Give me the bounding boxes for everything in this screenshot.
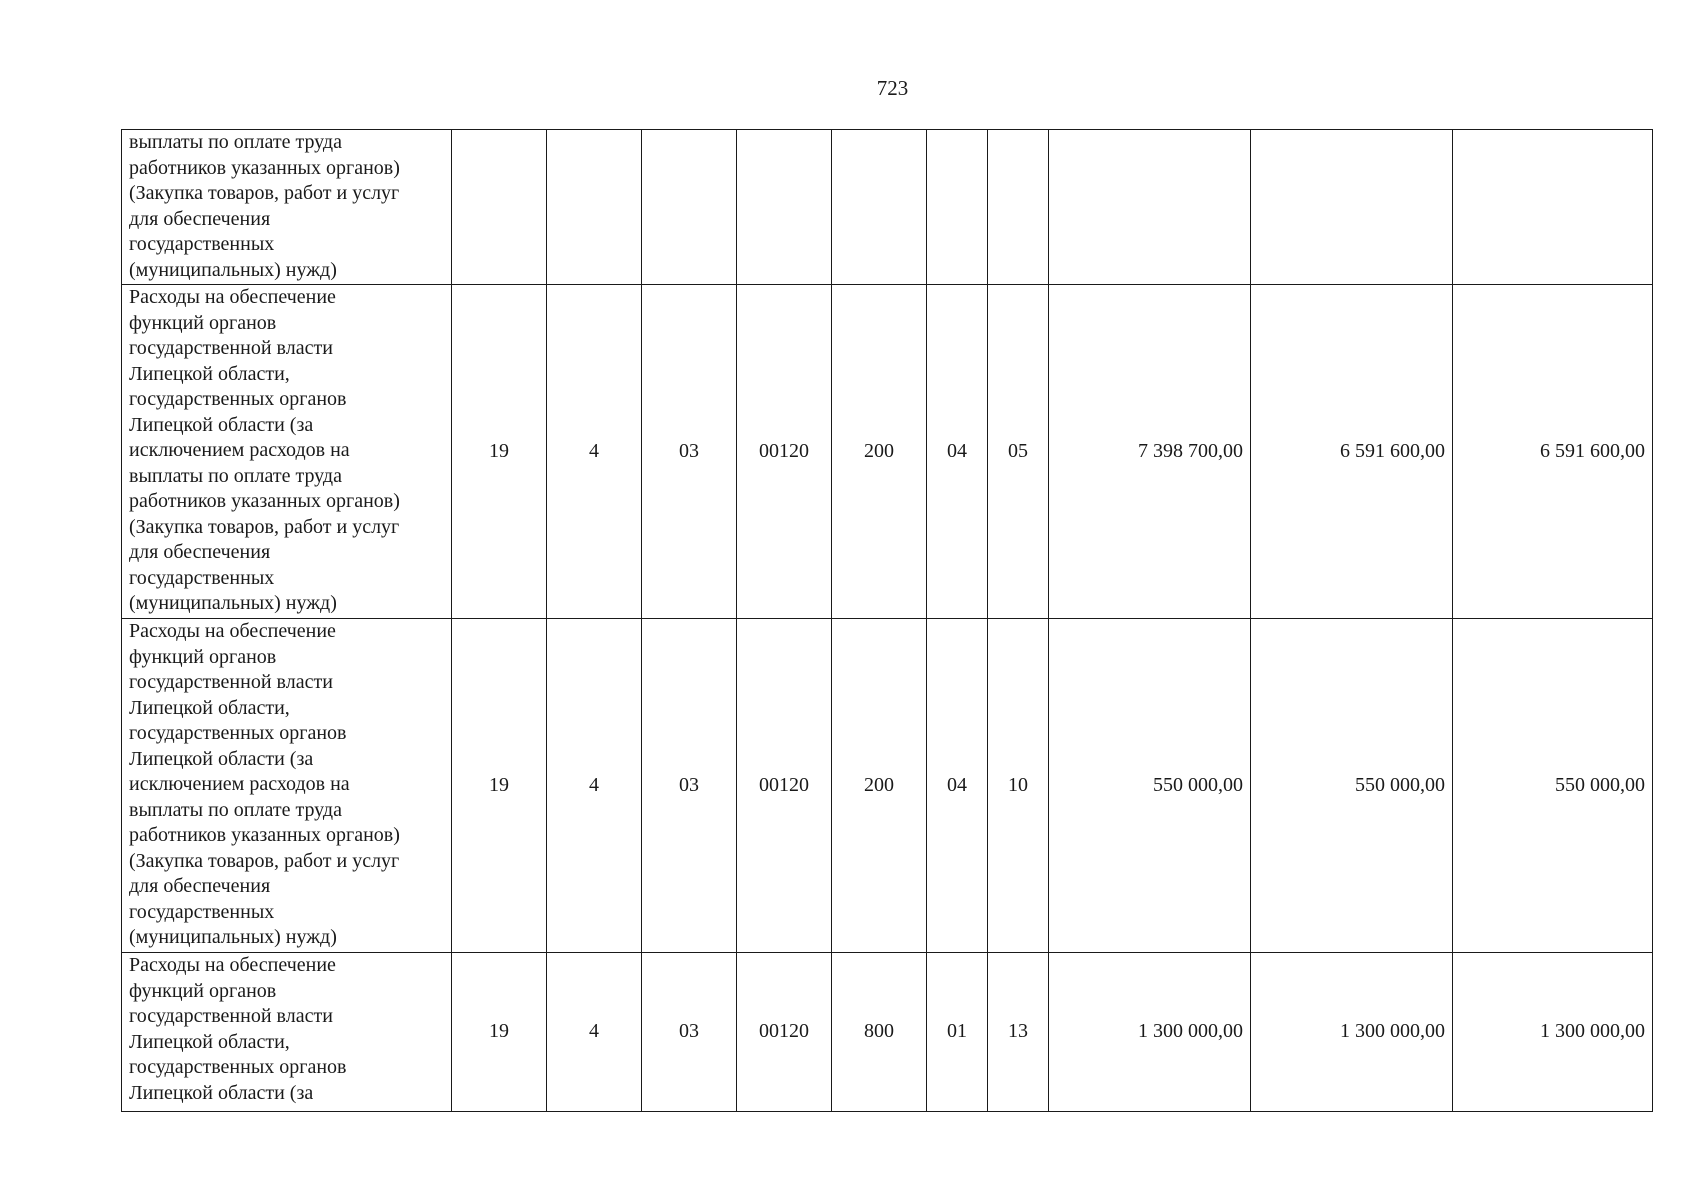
code-cell: 00120	[737, 619, 832, 953]
code-cell: 19	[452, 619, 547, 953]
expense-name-cell: выплаты по оплате труда работников указанных органов) (Закупка товаров, работ и услуг для обеспечения государственных (муниципальных) нужд)	[122, 130, 452, 285]
code-cell: 4	[547, 619, 642, 953]
amount-cell: 6 591 600,00	[1453, 285, 1653, 619]
code-cell	[927, 130, 988, 285]
code-cell: 200	[832, 619, 927, 953]
amount-cell: 1 300 000,00	[1049, 953, 1251, 1112]
code-cell: 04	[927, 619, 988, 953]
amount-cell: 1 300 000,00	[1251, 953, 1453, 1112]
code-cell: 03	[642, 953, 737, 1112]
table-row	[122, 619, 1653, 953]
page-number: 723	[876, 76, 909, 100]
code-cell: 01	[927, 953, 988, 1112]
amount-cell	[1251, 130, 1453, 285]
amount-cell: 550 000,00	[1049, 619, 1251, 953]
code-cell: 05	[988, 285, 1049, 619]
code-cell: 03	[642, 285, 737, 619]
code-cell	[642, 130, 737, 285]
code-cell: 00120	[737, 285, 832, 619]
code-cell: 4	[547, 953, 642, 1112]
code-cell: 19	[452, 953, 547, 1112]
amount-cell: 6 591 600,00	[1251, 285, 1453, 619]
expense-name-cell: Расходы на обеспечение функций органов государственной власти Липецкой области, государственных органов Липецкой области (за	[122, 953, 452, 1112]
expense-name-cell: Расходы на обеспечение функций органов государственной власти Липецкой области, государственных органов Липецкой области (за исключением расходов на выплаты по оплате труда работников указанных органов) (Закупка товаров, работ и услуг для обеспечения государственных (муниципальных) нужд)	[122, 285, 452, 619]
code-cell: 800	[832, 953, 927, 1112]
table-row	[122, 130, 1653, 285]
code-cell: 4	[547, 285, 642, 619]
code-cell: 00120	[737, 953, 832, 1112]
budget-table	[121, 129, 1653, 1112]
code-cell: 04	[927, 285, 988, 619]
code-cell	[452, 130, 547, 285]
code-cell: 13	[988, 953, 1049, 1112]
amount-cell	[1453, 130, 1653, 285]
code-cell: 10	[988, 619, 1049, 953]
code-cell	[737, 130, 832, 285]
code-cell	[988, 130, 1049, 285]
amount-cell: 550 000,00	[1453, 619, 1653, 953]
code-cell: 19	[452, 285, 547, 619]
code-cell: 03	[642, 619, 737, 953]
code-cell	[832, 130, 927, 285]
amount-cell: 1 300 000,00	[1453, 953, 1653, 1112]
amount-cell	[1049, 130, 1251, 285]
expense-name-cell: Расходы на обеспечение функций органов государственной власти Липецкой области, государственных органов Липецкой области (за исключением расходов на выплаты по оплате труда работников указанных органов) (Закупка товаров, работ и услуг для обеспечения государственных (муниципальных) нужд)	[122, 619, 452, 953]
code-cell	[547, 130, 642, 285]
table-row	[122, 285, 1653, 619]
code-cell: 200	[832, 285, 927, 619]
amount-cell: 550 000,00	[1251, 619, 1453, 953]
amount-cell: 7 398 700,00	[1049, 285, 1251, 619]
table-row	[122, 953, 1653, 1112]
